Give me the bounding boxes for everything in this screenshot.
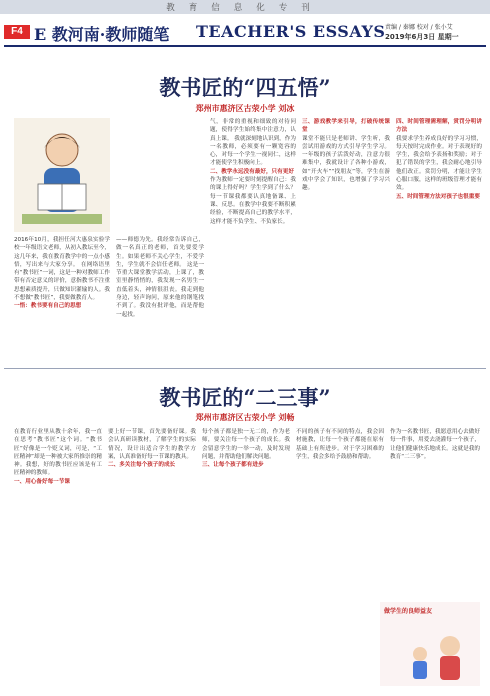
editor-line: 责编 / 秦娜 校对 / 张小艾	[385, 24, 453, 31]
date-line: 2019年6月3日 星期一	[385, 33, 459, 41]
article-divider	[4, 368, 486, 369]
section-title: E 教河南·教师随笔	[34, 25, 170, 44]
article1-column-3	[210, 118, 296, 364]
article1-column-4	[302, 118, 390, 364]
article2-col5-text: 作为一名教书匠，我愿意用心去做好每一件事，用爱去浇灌每一个孩子，让他们健康快乐地成长。这就是我的教育“二三事”。	[390, 429, 480, 460]
article2-column-5	[390, 428, 480, 598]
article1-sub-1: 一悟：教书要有自己的思想	[14, 303, 82, 310]
article1-sub-2: 二、教学永远没有最好，只有更好	[210, 168, 294, 175]
article2-column-3	[202, 428, 290, 690]
article2-column-2	[108, 428, 196, 690]
article1-col6-text: 我要求学生养成良好的学习习惯，每天按时完成作业。对于表现好的学生，我会给予表扬和奖励；对于犯了错误的学生，我会耐心地引导他们改正。赏罚分明，才能让学生心服口服，这样的班级管理才能有效。	[396, 135, 482, 192]
article2-column-1	[14, 428, 102, 690]
article2-sub-3: 三、让每个孩子都有进步	[202, 462, 264, 469]
article1-column-1	[14, 236, 110, 364]
article2-col3-text: 每个孩子都是独一无二的，作为老师，要关注每一个孩子的成长。我会留意学生的一举一动，及时发现问题，并帮助他们解决问题。	[202, 429, 290, 460]
article1-column-2	[116, 236, 204, 364]
article2-sub-2: 二、多关注每个孩子的成长	[108, 462, 176, 469]
page-number: F4	[4, 25, 30, 39]
top-band	[0, 0, 490, 14]
article1-sub-5: 五、时间管理方法对孩子也很重要	[396, 193, 480, 200]
article2-col4-text: 不同的孩子有不同的特点，我会因材施教，让每一个孩子都能在原有基础上有所进步。对于学习困难的学生，我会多给予鼓励和帮助。	[296, 429, 384, 460]
article1-sub-4: 四、时间管理需理解，赏罚分明讲方法	[396, 119, 482, 134]
article1-col5-text: 课堂不能只是老师讲、学生听，我尝试用游戏的方式引导学生学习。一年级的孩子活泼好动，注意力很难集中，我就设计了各种小游戏，如“开火车”“找朋友”等，学生在游戏中学会了知识，也增强了学习兴趣。	[302, 135, 390, 192]
article1-author: 郑州市惠济区古荥小学 刘冰	[195, 104, 295, 113]
article1-col2-text: ——师德为先。我经常告诉自己，做一名真正的老师，首先要爱学生。如果老师不关心学生，不爱学生，学生就不会信任老师。 这是一节重大课堂教学活动，上课了，教室里静悄悄的，我发现一名男生一直低着头，神情很沮丧。我走到他身边，轻声询问，原来他的钢笔找不到了。我没有批评他，而是帮他一起找。	[116, 237, 204, 318]
quote-text: 做学生的良师益友	[384, 608, 433, 615]
article1-col3-text: 气，非常的重视和细致的对待问题，使得学生始终集中注意力，认真上课。 我就深刻地认识到，作为一名教师，必须要有一颗宽容的心，对每一个学生一视同仁，这样才能使学生积极向上。	[210, 119, 296, 167]
article2-title: 教书匠的“二三事”	[159, 385, 331, 410]
section-title-en: TEACHER'S ESSAYS	[196, 22, 386, 41]
header-rule	[4, 45, 486, 47]
article2-sub-1: 一、用心备好每一节课	[14, 478, 70, 485]
band-text: 教育信息化专刊	[166, 3, 324, 13]
article1-column-5	[396, 118, 482, 364]
article2-col1-text: 在教育行业里从教十余年，我一直在思考“教书匠”这个词。“教书匠”好像是一个贬义词，可是，“工匠精神”却是一种被大家所推崇的精神。我想，好的教书匠应该是有工匠精神的教师。	[14, 429, 102, 477]
teacher-illustration	[14, 118, 110, 232]
article2-col2-text: 要上好一节课，首先要备好课。我会认真研读教材，了解学生的实际情况，设计出适合学生的教学方案，认真准备好每一节课的教具。	[108, 429, 196, 460]
article2-author: 郑州市惠济区古荥小学 刘畅	[195, 413, 295, 422]
article1-title: 教书匠的“四五悟”	[159, 75, 331, 100]
article1-col1-text: 2016年10月，我担任河大惠泉实验学校一年级语文老师，从初入教坛至今，这几年来，我在教育教学中的一点小感悟，写出来与大家分享。 在网络语里有“教书匠”一词，这是一种对教师工作带有否定意义的评价，意指教书不注重思想素质提升，只做知识灌输的人。我不想做“教书匠”，我要做教育人。	[14, 237, 110, 302]
article2-column-4	[296, 428, 384, 690]
article1-col4-text: 作为教师一定要时刻提醒自己：我的课上得好吗？学生学到了什么？每一节课我都要认真地备课、上课、反思。在教学中我要不断积累经验，不断提高自己的教学水平，这样才能不负学生、不负家长。	[210, 177, 296, 225]
article1-sub-3: 三、游戏教学来引导，打破传统课堂	[302, 119, 390, 134]
